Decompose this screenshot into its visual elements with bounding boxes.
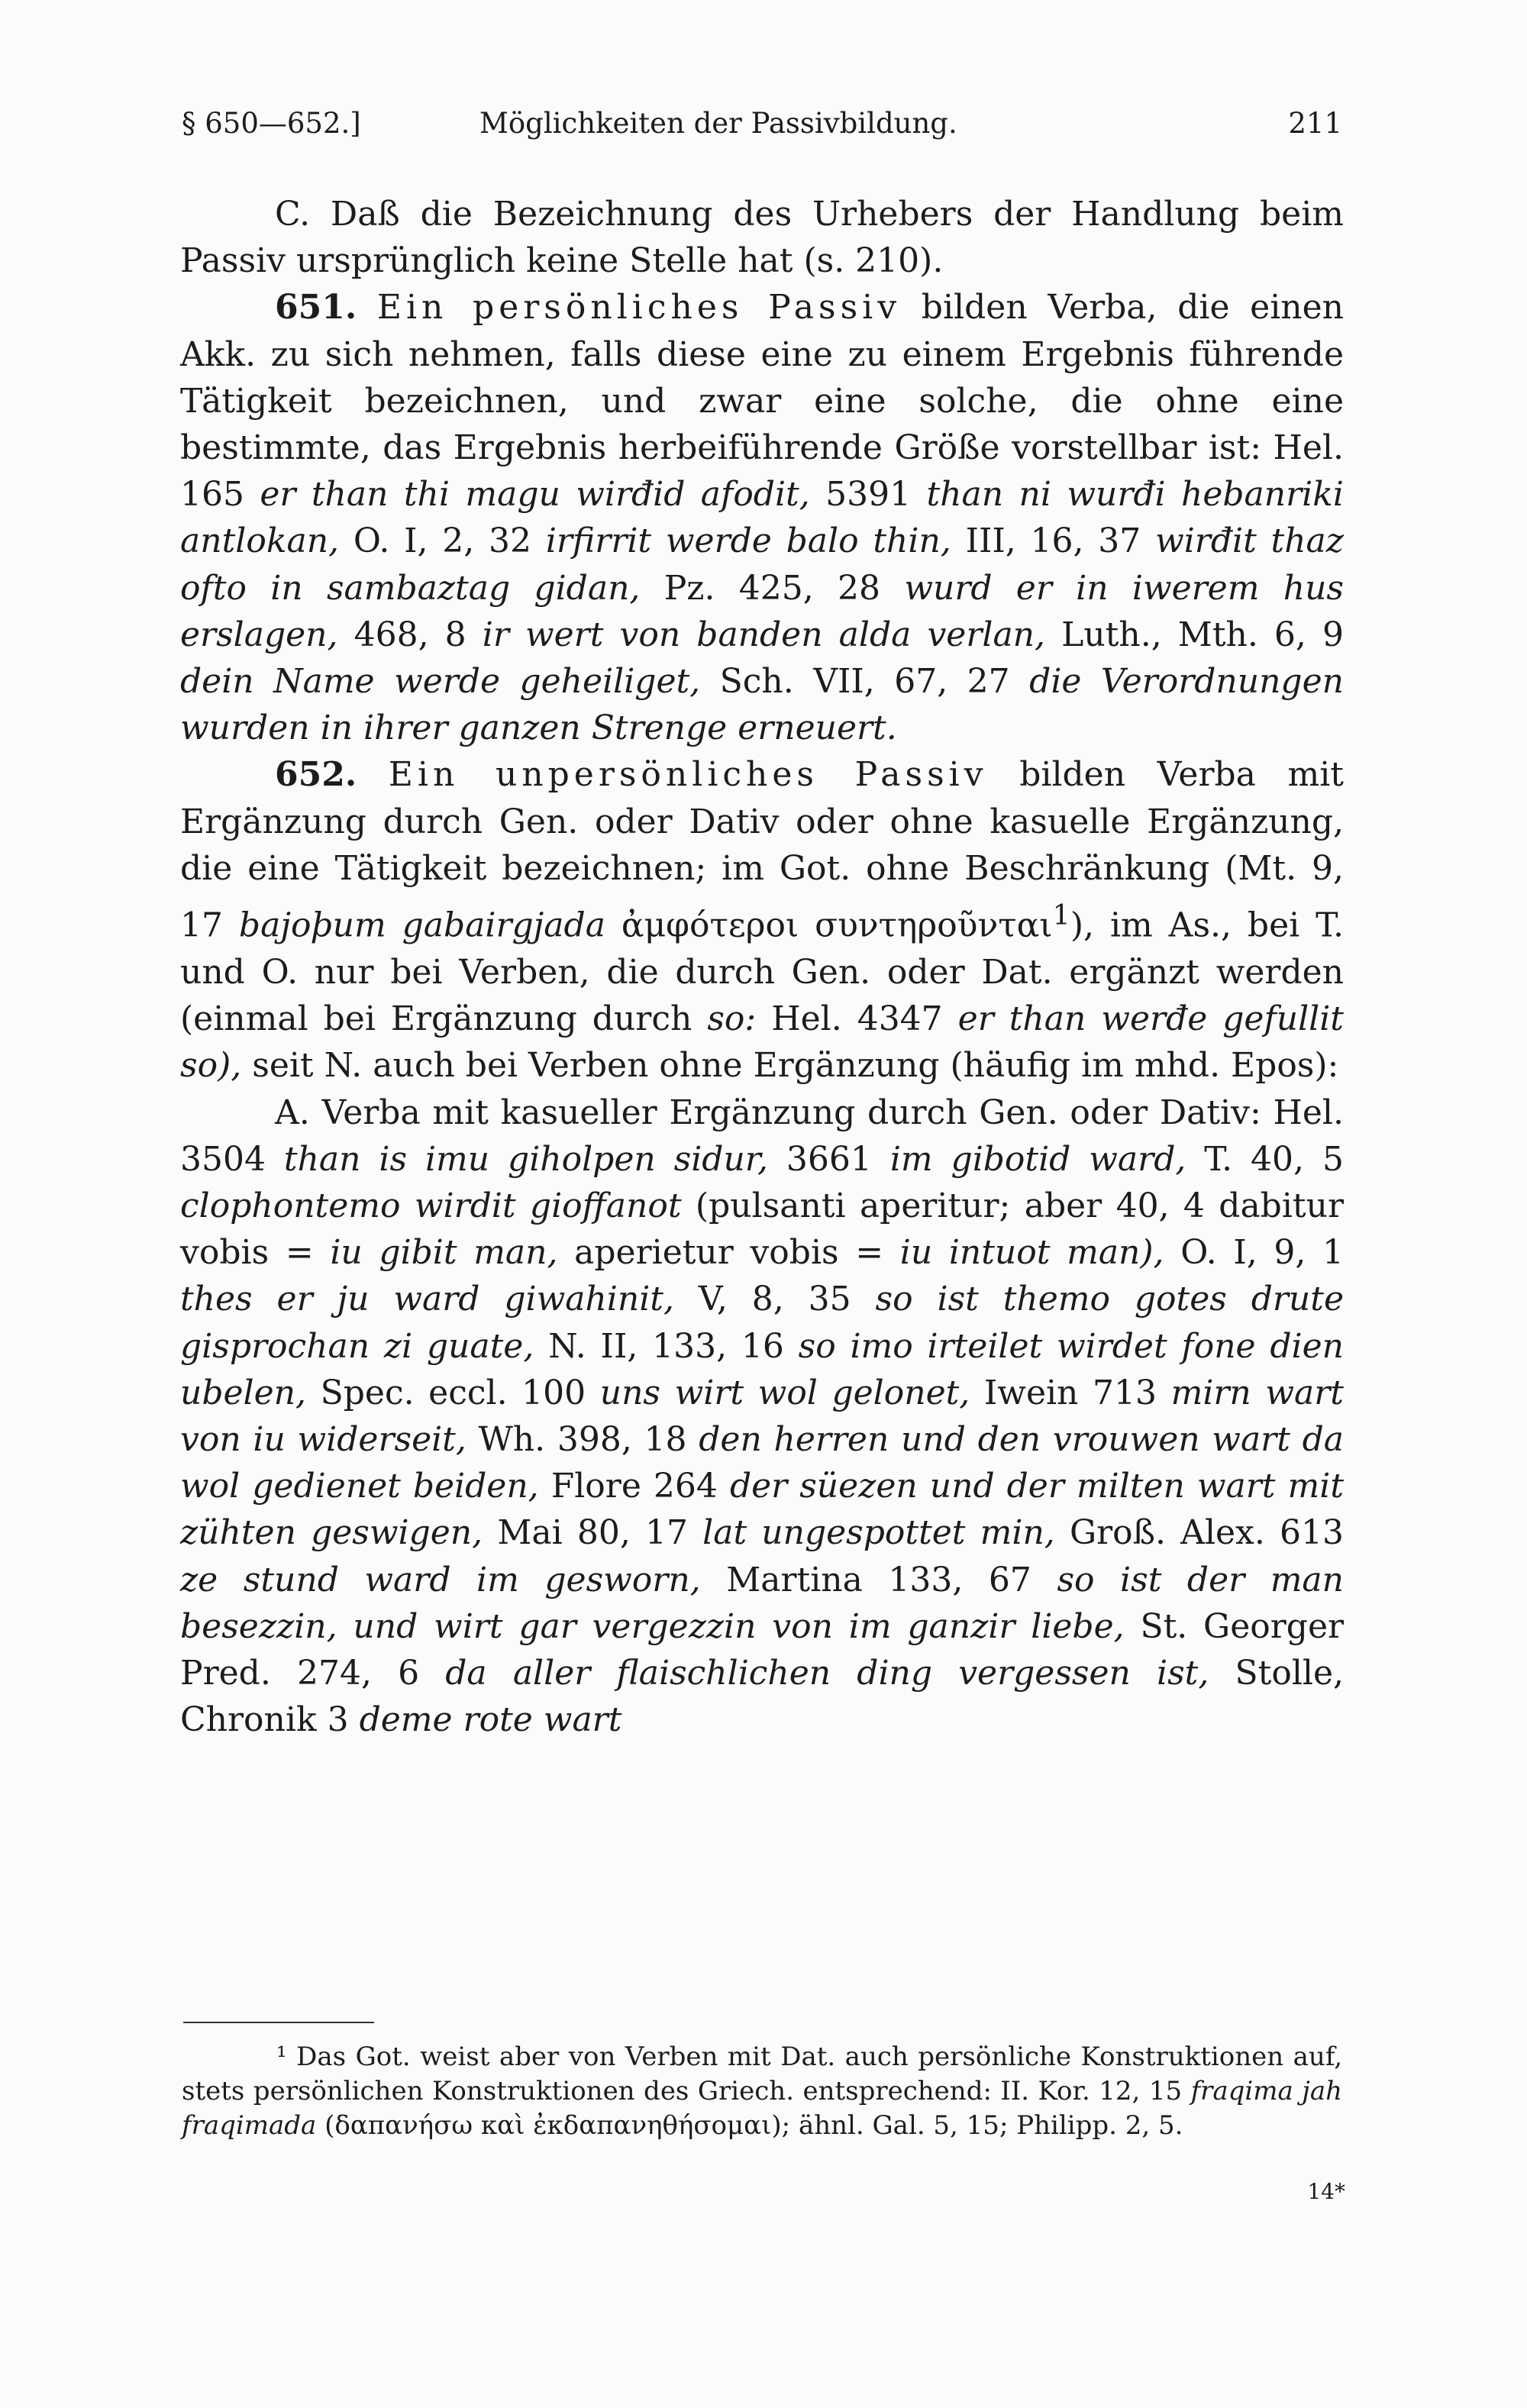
quotation: than ni wurđi hebanriki antlokan, xyxy=(180,475,1344,561)
text-run: bilden Verba mit Ergänzung durch Gen. oder Dativ oder ohne kasuelle Ergänzung, die eine Tätigkeit bezeichnen; im Got. ohne Beschränkung (Mt. 9, 17 xyxy=(180,755,1344,945)
greek-text: ἀμφότεροι συντηροῦνται xyxy=(621,905,1053,945)
quotation: wirđit thaz ofto in sambaztag gidan, xyxy=(180,521,1344,608)
quotation: ir wert von banden alda verlan, xyxy=(482,615,1046,654)
text-run: N. II, 133, 16 xyxy=(548,1326,784,1366)
page-number: 211 xyxy=(1288,107,1342,140)
quotation: iu intuot man), xyxy=(899,1233,1164,1273)
quotation: dein Name werde geheiliget, xyxy=(180,662,701,702)
quotation: lat ungespottet min, xyxy=(702,1513,1055,1553)
footnote-text xyxy=(182,2040,1342,2143)
footnote-divider xyxy=(183,2022,374,2023)
text-run: O. I, 2, 32 xyxy=(353,521,532,561)
text-run: O. I, 9, 1 xyxy=(1180,1233,1344,1273)
text-run: T. 40, 5 xyxy=(1204,1139,1344,1179)
section-number-652: 652. xyxy=(275,755,357,795)
text-run: Flore 264 xyxy=(550,1467,718,1506)
text-run: Wh. 398, 18 xyxy=(478,1419,687,1459)
section-a-label: A. xyxy=(275,1093,310,1132)
footnote-reference: 1 xyxy=(1052,899,1070,932)
paragraph-652 xyxy=(180,751,1344,1089)
quotation: so ist themo gotes drute gisprochan zi guate, xyxy=(180,1280,1344,1366)
quotation: than is imu giholpen sidur, xyxy=(283,1139,768,1179)
quotation: thes er ju ward giwahinit, xyxy=(180,1280,674,1319)
quotation: bajoþum gabairgjada xyxy=(238,905,605,945)
quotation: clophontemo wirdit gioffanot xyxy=(180,1186,682,1225)
text-run: Groß. Alex. 613 xyxy=(1069,1513,1344,1553)
text-run: Mai 80, 17 xyxy=(497,1513,688,1553)
text-run: Martina 133, 67 xyxy=(726,1560,1031,1599)
section-range: § 650—652.] xyxy=(182,107,361,140)
paragraph-651 xyxy=(180,284,1344,751)
quotation: so imo irteilet wirdet fone dien ubelen, xyxy=(180,1326,1344,1412)
quotation: iu gibit man, xyxy=(330,1233,558,1273)
text-run: Das Got. weist aber von Verben mit Dat. auch persönliche Konstruktionen auf, stets persönlichen Konstruktionen des Griech. entsprechend: II. Kor. 12, 15 xyxy=(182,2042,1343,2106)
text-run: Sch. VII, 67, 27 xyxy=(719,662,1010,702)
section-c-label: C. xyxy=(275,195,311,234)
text-run: Verba mit kasueller Ergänzung durch Gen. oder Dativ: Hel. 3504 xyxy=(180,1093,1344,1179)
paragraph-a xyxy=(180,1089,1344,1744)
text-run: ähnl. Gal. 5, 15; Philipp. 2, 5. xyxy=(798,2110,1183,2141)
text-run: Luth., Mth. 6, 9 xyxy=(1061,615,1344,654)
section-c-text: Daß die Bezeichnung des Urhebers der Handlung beim Passiv ursprünglich keine Stelle hat (s. 210). xyxy=(180,195,1344,281)
text-run: Iwein 713 xyxy=(983,1373,1157,1412)
main-text xyxy=(180,191,1344,1743)
quotation: irfirrit werde balo thin, xyxy=(545,521,951,561)
text-run: Spec. eccl. 100 xyxy=(320,1373,586,1412)
quotation: im gibotid ward, xyxy=(889,1139,1186,1179)
text-run: ), im As., bei T. und O. nur bei Verben, die durch Gen. oder Dat. ergänzt werden (einmal bei Ergänzung durch xyxy=(180,905,1344,1039)
footnote xyxy=(182,2040,1342,2143)
text-run: seit N. auch bei Verben ohne Ergänzung (häufig im mhd. Epos): xyxy=(252,1046,1339,1086)
quotation: so: xyxy=(707,999,757,1039)
text-run: Hel. 4347 xyxy=(771,999,943,1039)
quotation: mirn wart von iu widerseit, xyxy=(180,1373,1344,1459)
footnote-marker: ¹ xyxy=(276,2042,287,2072)
printer-signature: 14* xyxy=(1307,2179,1345,2204)
quotation: ze stund ward im gesworn, xyxy=(180,1560,701,1599)
text-run: V, 8, 35 xyxy=(698,1280,851,1319)
text-run: 5391 xyxy=(825,475,912,515)
quotation: er than thi magu wirđid afodit, xyxy=(260,475,810,515)
text-run: aperietur vobis = xyxy=(574,1233,884,1273)
greek-text: (δαπανήσω καὶ ἐκδαπανηθήσομαι); xyxy=(324,2110,791,2141)
term-impersonal-passive: Ein unpersönliches Passiv xyxy=(388,755,988,795)
section-number-651: 651. xyxy=(275,288,357,328)
quotation: die Verordnungen wurden in ihrer ganzen Strenge erneuert. xyxy=(180,662,1344,748)
paragraph-c xyxy=(180,191,1344,284)
quotation: uns wirt wol gelonet, xyxy=(599,1373,970,1412)
quotation: der süezen und der milten wart mit zühten geswigen, xyxy=(180,1467,1344,1553)
text-run: St. Georger Pred. 274, 6 xyxy=(180,1606,1345,1693)
quotation: den herren und den vrouwen wart da wol gedienet beiden, xyxy=(180,1419,1345,1506)
text-run: 3661 xyxy=(786,1139,872,1179)
text-run: III, 16, 37 xyxy=(965,521,1141,561)
running-header xyxy=(182,107,1342,153)
text-run: Pz. 425, 28 xyxy=(663,568,881,608)
quotation: da aller flaischlichen ding vergessen ist, xyxy=(445,1653,1209,1693)
quotation: so ist der man besezzin, und wirt gar vergezzin von im ganzir liebe, xyxy=(180,1560,1345,1646)
quotation: fraqima jah fraqimada xyxy=(182,2076,1342,2141)
text-run: bilden Verba, die einen Akk. zu sich nehmen, falls diese eine zu einem Ergebnis führende Tätigkeit bezeichnen, und zwar eine solche, die ohne eine bestimmte, das Ergebnis herbeiführende Größe vorstellbar ist: Hel. 165 xyxy=(180,288,1344,515)
text-run: 468, 8 xyxy=(354,615,466,654)
text-run: (pulsanti aperitur; aber 40, 4 dabitur vobis = xyxy=(180,1186,1344,1273)
quotation: er than werđe gefullit so), xyxy=(180,999,1344,1086)
running-title: Möglichkeiten der Passivbildung. xyxy=(479,107,957,140)
text-run: Stolle, Chronik 3 xyxy=(180,1653,1344,1740)
quotation: wurd er in iwerem hus erslagen, xyxy=(180,568,1344,654)
quotation: deme rote wart xyxy=(359,1700,622,1740)
term-personal-passive: Ein persönliches Passiv xyxy=(376,288,902,328)
